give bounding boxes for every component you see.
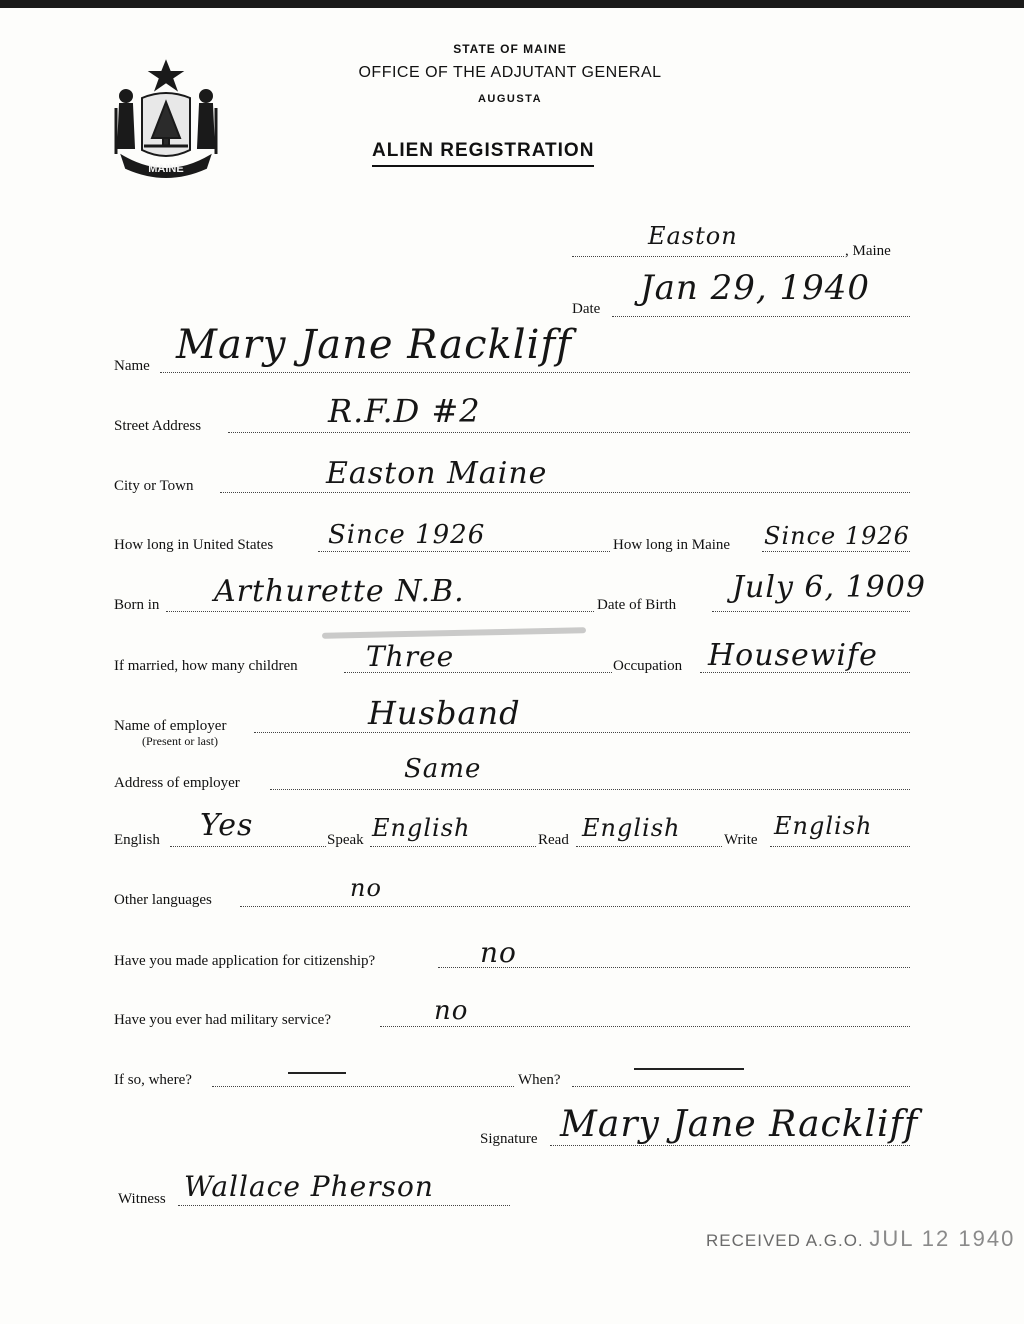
speak-line [370,846,536,847]
military-entry: no [434,996,469,1026]
english-line [170,846,326,847]
speak-entry: English [372,814,471,842]
employer-address-entry: Same [404,754,482,784]
svg-text:MAINE: MAINE [148,163,184,175]
date-of-birth-label: Date of Birth [597,597,677,613]
street-label: Street Address [114,418,202,434]
read-entry: English [582,814,681,842]
english-entry: Yes [200,808,254,843]
city-line [220,492,910,493]
citizenship-entry: no [480,936,517,969]
how-long-maine-entry: Since 1926 [764,522,910,550]
name-entry: Mary Jane Rackliff [176,322,572,368]
street-line [228,432,910,433]
occupation-label: Occupation [613,658,683,674]
signature-label: Signature [480,1131,538,1147]
signature-entry: Mary Jane Rackliff [560,1104,919,1145]
english-label: English [114,832,160,848]
town-line [572,256,844,257]
occupation-entry: Housewife [708,638,878,673]
received-stamp-text: RECEIVED A.G.O. [706,1231,864,1250]
how-long-us-label: How long in United States [114,537,274,553]
other-languages-line [240,906,910,907]
name-line [160,372,910,373]
form-title: ALIEN REGISTRATION [372,140,594,167]
city-heading: AUGUSTA [477,93,543,105]
date-entry: Jan 29, 1940 [640,268,871,308]
date-of-birth-entry: July 6, 1909 [732,570,926,605]
employer-address-label: Address of employer [114,775,240,791]
born-in-line [166,611,594,612]
when-line [572,1086,910,1087]
date-line [612,316,910,317]
citizenship-label: Have you made application for citizenship? [114,953,376,969]
read-label: Read [538,832,569,848]
city-entry: Easton Maine [326,456,548,491]
state-seal-icon [112,58,220,184]
office-heading: OFFICE OF THE ADJUTANT GENERAL [358,64,662,81]
employer-address-line [270,789,910,790]
signature-line [550,1145,910,1146]
employer-sublabel: (Present or last) [142,734,218,748]
name-label: Name [114,358,150,374]
how-long-maine-label: How long in Maine [613,537,731,553]
how-long-maine-line [762,551,910,552]
date-label: Date [572,301,601,317]
write-label: Write [724,832,758,848]
received-stamp-date: JUL 12 1940 [869,1226,1016,1251]
maine-label: , Maine [845,243,891,259]
witness-line [178,1205,510,1206]
when-label: When? [518,1072,561,1088]
where-line [212,1086,514,1087]
town-entry: Easton [648,222,738,250]
employer-label: Name of employer [114,718,227,734]
pencil-smudge [322,627,586,639]
children-entry: Three [366,640,455,673]
how-long-us-line [318,551,610,552]
street-entry: R.F.D #2 [328,392,481,430]
where-dash [288,1072,346,1074]
employer-entry: Husband [368,694,521,732]
military-label: Have you ever had military service? [114,1012,331,1028]
read-line [576,846,722,847]
write-entry: English [774,812,873,840]
scan-border [0,0,1024,8]
witness-entry: Wallace Pherson [184,1170,434,1203]
other-languages-label: Other languages [114,892,212,908]
children-label: If married, how many children [114,658,298,674]
when-dash [634,1068,744,1070]
witness-label: Witness [118,1191,166,1207]
speak-label: Speak [327,832,364,848]
born-in-label: Born in [114,597,160,613]
write-line [770,846,910,847]
received-stamp [706,1226,1015,1252]
born-in-entry: Arthurette N.B. [214,574,465,609]
city-label: City or Town [114,478,194,494]
where-label: If so, where? [114,1072,192,1088]
state-heading: STATE OF MAINE [453,42,567,56]
military-line [380,1026,910,1027]
how-long-us-entry: Since 1926 [328,520,486,550]
employer-line [254,732,910,733]
other-languages-entry: no [350,874,382,902]
date-of-birth-line [712,611,910,612]
